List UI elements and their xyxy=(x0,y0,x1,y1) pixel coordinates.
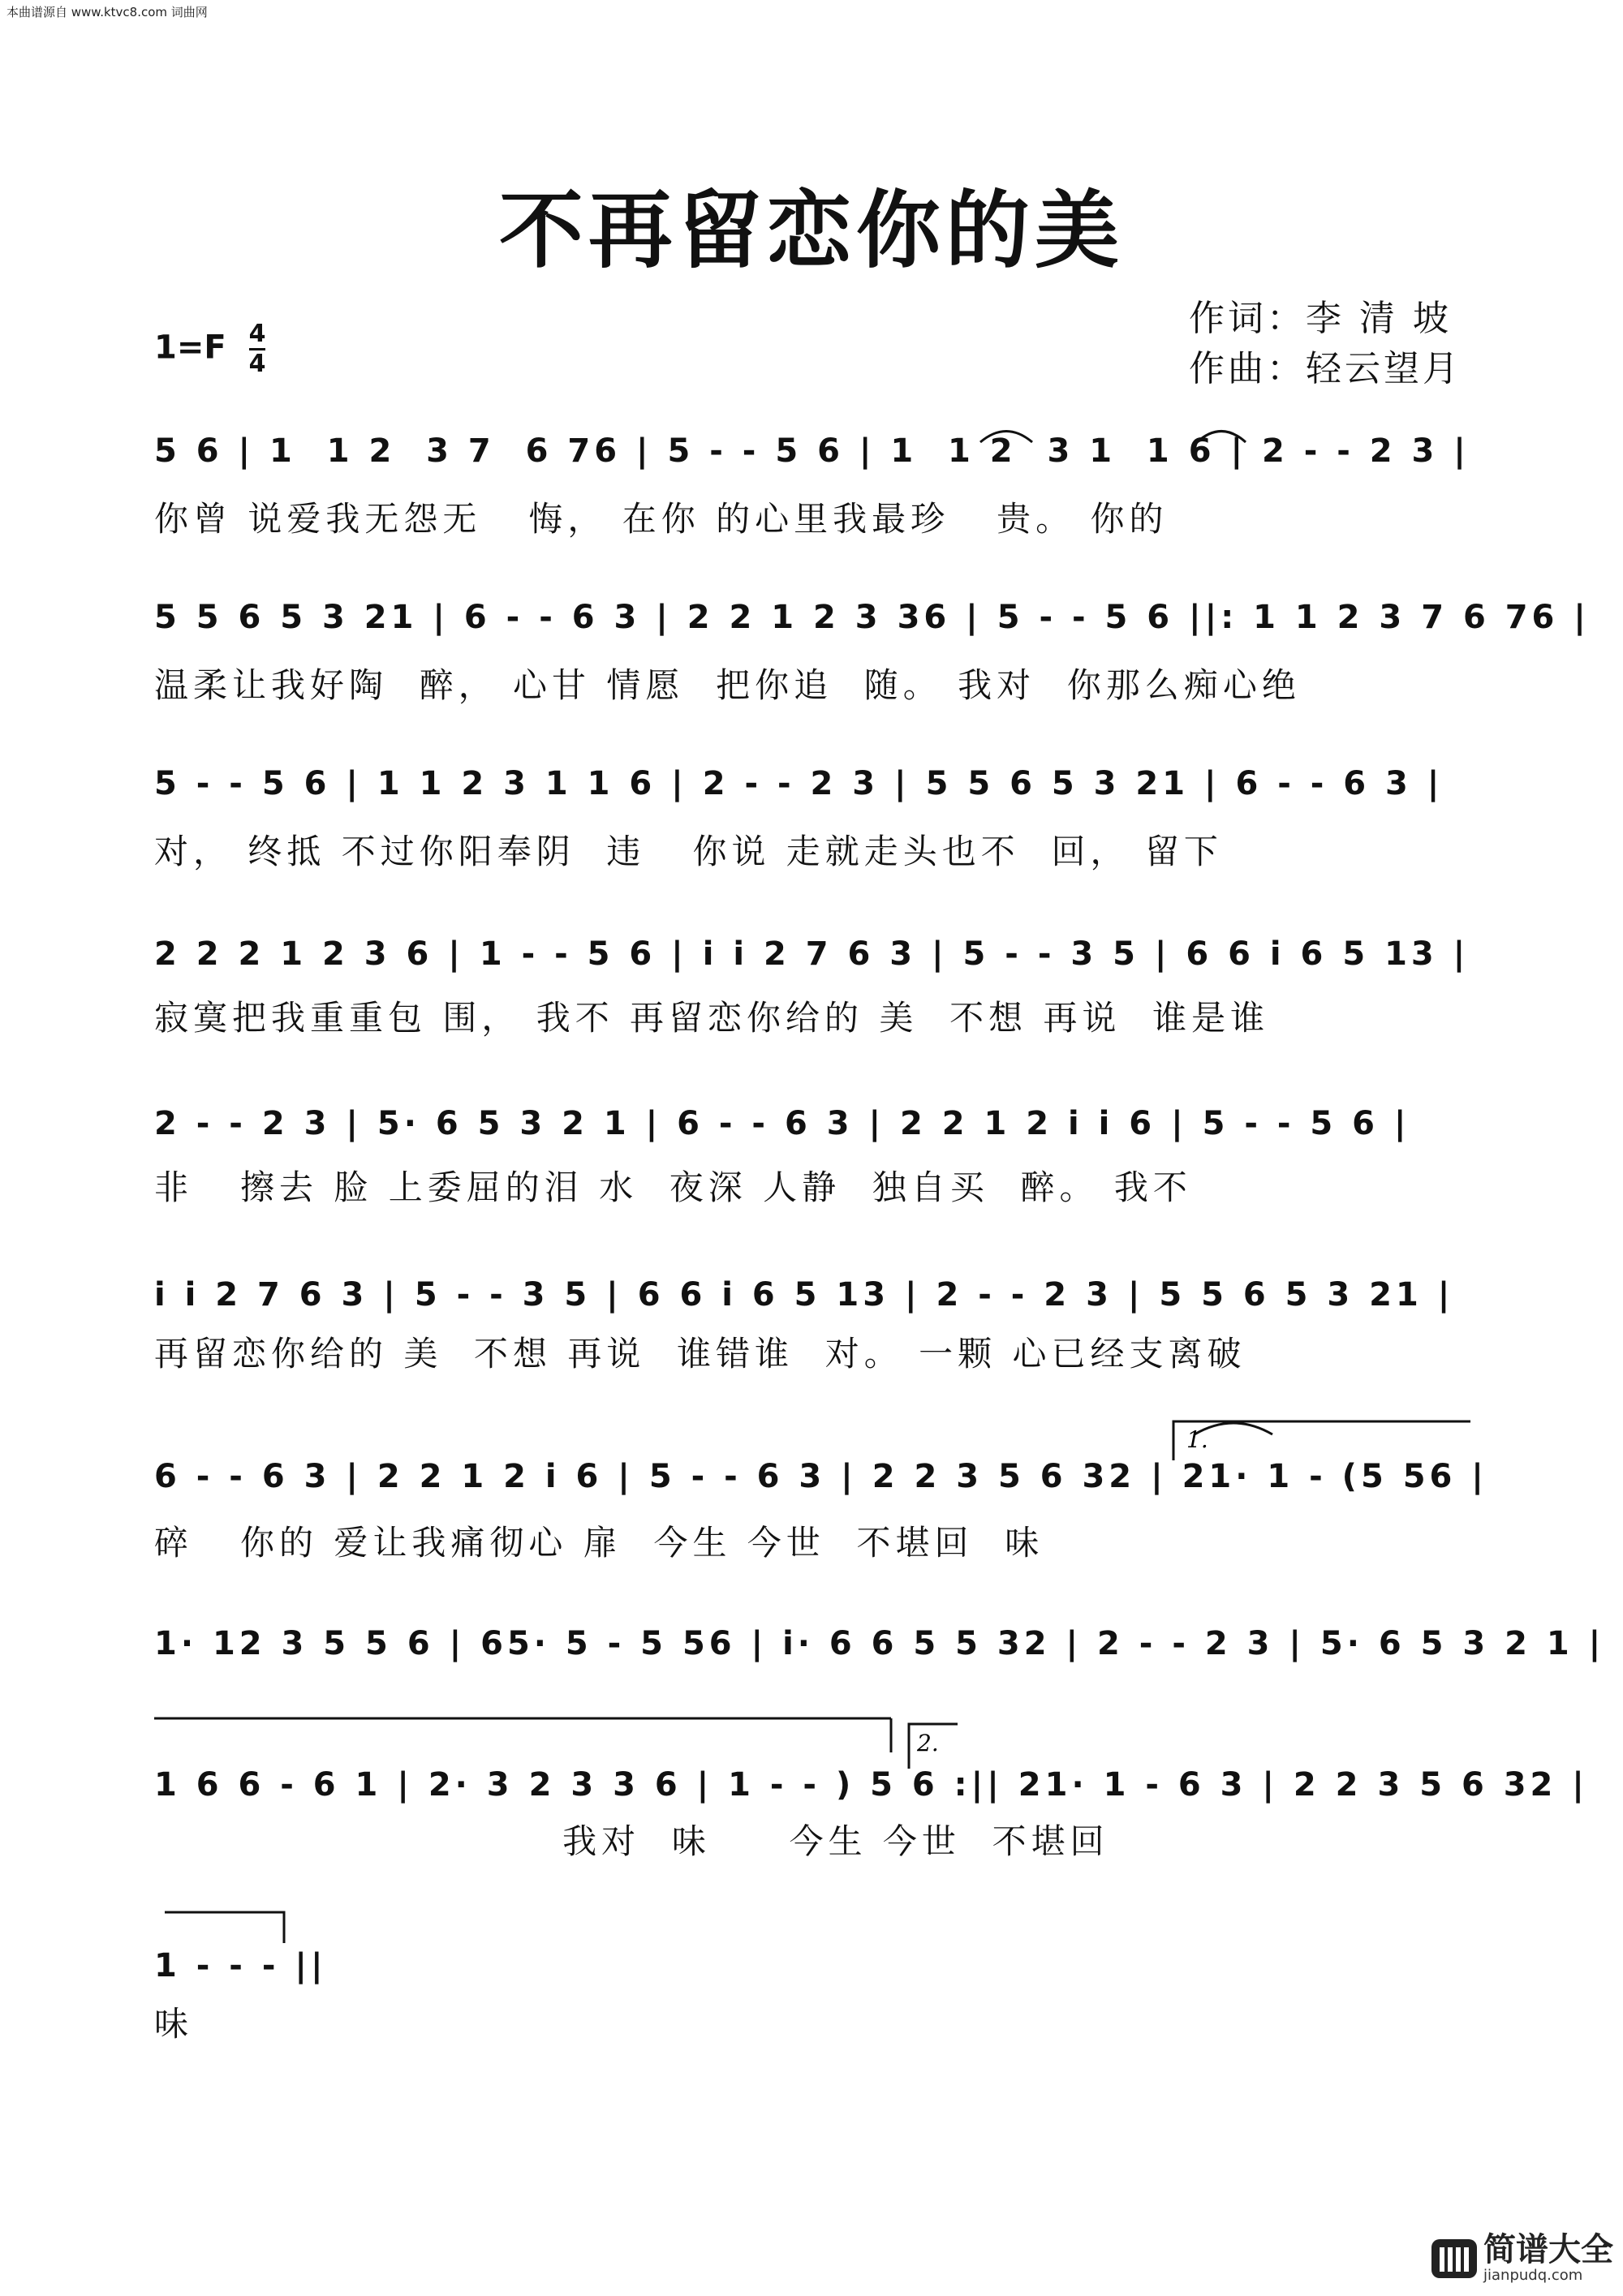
lyricist-credit: 作词：李 清 坡 xyxy=(1189,298,1452,339)
watermark-name: 简谱大全 xyxy=(1483,2231,1613,2268)
watermark-url: jianpudq.com xyxy=(1483,2267,1583,2284)
page-title: 不再留恋你的美 xyxy=(498,180,1124,280)
score-row-9-lyrics: 我对 味 今生 今世 不堪回 xyxy=(154,1821,1109,1861)
slur xyxy=(1195,1423,1272,1434)
score-row-6-notes: i i 2 7 6 3 | 5 - - 3 5 | 6 6 i 6 5 13 | 2 - - 2 3 | 5 5 6 5 3 21 | xyxy=(154,1276,1454,1314)
score-row-5-lyrics: 非 擦去 脸 上委屈的泪 水 夜深 人静 独自买 醉。 我不 xyxy=(154,1167,1192,1207)
watermark-logo xyxy=(1430,2233,1613,2284)
score-row-5-notes: 2 - - 2 3 | 5· 6 5 3 2 1 | 6 - - 6 3 | 2 2 1 2 i i 6 | 5 - - 5 6 | xyxy=(154,1105,1410,1142)
score-row-2-lyrics: 温柔让我好陶 醉， 心甘 情愿 把你追 随。 我对 你那么痴心绝 xyxy=(154,665,1301,705)
piano-icon xyxy=(1430,2236,1479,2281)
volta-1-label: 1. xyxy=(1186,1426,1208,1453)
score-row-4-lyrics: 寂寞把我重重包 围， 我不 再留恋你给的 美 不想 再说 谁是谁 xyxy=(154,998,1270,1038)
score-row-4-notes: 2 2 2 1 2 3 6 | 1 - - 5 6 | i i 2 7 6 3 | 5 - - 3 5 | 6 6 i 6 5 13 | xyxy=(154,935,1470,973)
source-note: 本曲谱源自 www.ktvc8.com 词曲网 xyxy=(6,5,208,19)
score-row-7-lyrics: 碎 你的 爱让我痛彻心 扉 今生 今世 不堪回 味 xyxy=(154,1523,1044,1563)
score-row-6-lyrics: 再留恋你给的 美 不想 再说 谁错谁 对。 一颗 心已经支离破 xyxy=(154,1334,1246,1374)
key-label: 1=F xyxy=(154,329,226,367)
score-row-9-notes: 1 6 6 - 6 1 | 2· 3 2 3 3 6 | 1 - - ) 5 6 :|| 21· 1 - 6 3 | 2 2 3 5 6 32 | xyxy=(154,1766,1588,1804)
score-row-1-lyrics: 你曾 说爱我无怨无 悔， 在你 的心里我最珍 贵。 你的 xyxy=(154,499,1169,539)
score-row-10-notes: 1 - - - || xyxy=(154,1947,327,1984)
composer-credit: 作曲：轻云望月 xyxy=(1189,348,1462,389)
score-row-1-notes: 5 6 | 1 1 2 3 7 6 76 | 5 - - 5 6 | 1 1 2 3 1 1 6 | 2 - - 2 3 | xyxy=(154,432,1470,470)
volta-1-bracket xyxy=(1173,1421,1470,1460)
time-top: 4 xyxy=(249,320,266,350)
volta-2-continuation xyxy=(165,1912,284,1943)
score-row-2-notes: 5 5 6 5 3 21 | 6 - - 6 3 | 2 2 1 2 3 36 | 5 - - 5 6 ||: 1 1 2 3 7 6 76 | xyxy=(154,599,1590,636)
score-row-10-lyrics: 味 xyxy=(154,2004,194,2044)
time-signature xyxy=(249,320,266,378)
volta-2-bracket xyxy=(909,1724,958,1769)
credits xyxy=(1189,294,1462,394)
volta-2-label: 2. xyxy=(917,1730,939,1756)
key-signature xyxy=(154,320,265,378)
score-row-8-notes: 1· 12 3 5 5 6 | 65· 5 - 5 56 | i· 6 6 5 5 32 | 2 - - 2 3 | 5· 6 5 3 2 1 | xyxy=(154,1625,1605,1662)
score-row-3-lyrics: 对， 终抵 不过你阳奉阴 违 你说 走就走头也不 回， 留下 xyxy=(154,832,1223,871)
score-row-7-notes: 6 - - 6 3 | 2 2 1 2 i 6 | 5 - - 6 3 | 2 2 3 5 6 32 | 21· 1 - (5 56 | xyxy=(154,1458,1487,1495)
time-bottom: 4 xyxy=(248,350,266,378)
score-row-3-notes: 5 - - 5 6 | 1 1 2 3 1 1 6 | 2 - - 2 3 | 5 5 6 5 3 21 | 6 - - 6 3 | xyxy=(154,765,1444,802)
